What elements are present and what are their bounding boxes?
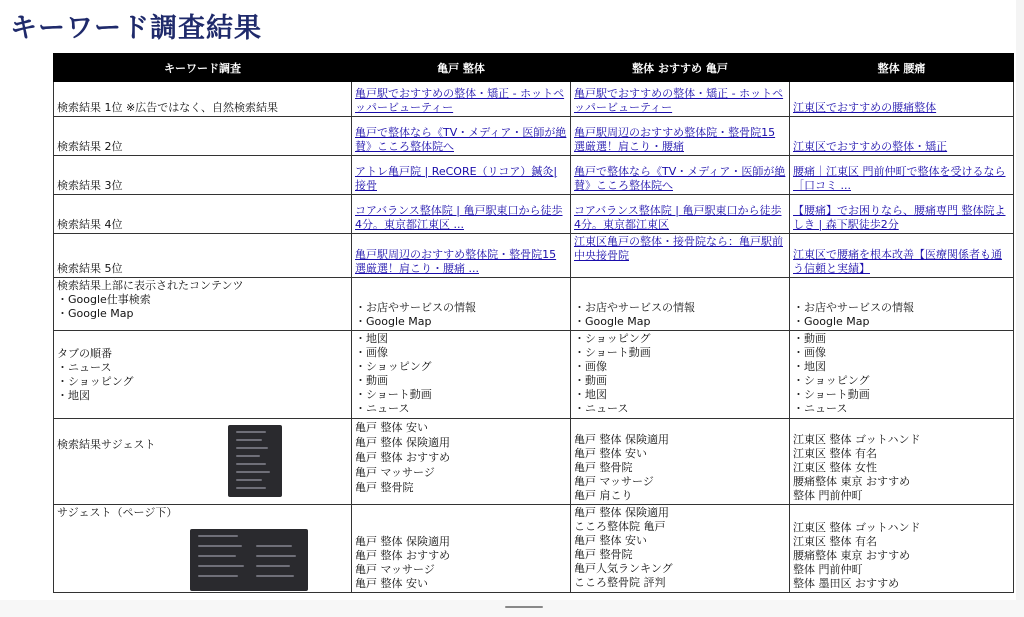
suggest-item: 江東区 整体 有名: [793, 535, 877, 548]
table-cell: [352, 82, 571, 117]
table-header-row: [54, 54, 1014, 82]
result-link[interactable]: 亀戸駅周辺のおすすめ整体院・整骨院15選厳選！肩こり・腰痛 ...: [355, 248, 557, 275]
suggest-item: 腰痛整体 東京 おすすめ: [793, 549, 911, 562]
header-seitai-osusume-kameido: 整体 おすすめ 亀戸: [571, 54, 790, 82]
suggest-item: こころ整体院 亀戸: [574, 520, 666, 533]
list-item: ・動画: [793, 332, 826, 345]
list-item: ・Google Map: [793, 315, 870, 328]
row-label-line: ・地図: [57, 388, 90, 402]
row-label: [54, 331, 352, 419]
suggest-item: 亀戸 整体 安い: [355, 577, 428, 590]
suggest-item: 亀戸 整骨院: [574, 461, 633, 474]
suggest-item: 亀戸 整体 おすすめ: [355, 451, 451, 464]
row-label-line: ・ショッピング: [57, 374, 134, 388]
list-item: ・画像: [793, 346, 826, 359]
row-label: [54, 278, 352, 331]
row-label-text: 検索結果サジェスト: [57, 438, 156, 451]
suggest-item: 整体 墨田区 おすすめ: [793, 577, 900, 590]
row-label: 検索結果 4位: [54, 195, 352, 234]
header-keyword-survey: キーワード調査: [54, 54, 352, 82]
table-row: [54, 82, 1014, 117]
page-suggest-screenshot-thumbnail: [190, 529, 308, 591]
suggest-item: 亀戸 整骨院: [574, 548, 633, 561]
table-cell: [352, 195, 571, 234]
list-item: ・ショッピング: [574, 332, 651, 345]
suggest-item: 亀戸 整体 安い: [355, 421, 428, 434]
table-cell: [571, 419, 790, 505]
home-indicator[interactable]: [505, 606, 543, 608]
suggest-item: 亀戸 肩こり: [574, 489, 633, 502]
table-cell: [790, 117, 1014, 156]
result-link[interactable]: 亀戸駅でおすすめの整体・矯正 - ホットペッパービューティー: [355, 87, 565, 114]
row-label: 検索結果 2位: [54, 117, 352, 156]
list-item: ・動画: [355, 374, 388, 387]
result-link[interactable]: 江東区でおすすめの腰痛整体: [793, 101, 937, 114]
row-label-line: ・Google Map: [57, 307, 134, 320]
list-item: ・ショート動画: [574, 346, 651, 359]
suggest-item: 亀戸 整体 保険適用: [355, 535, 450, 548]
row-label: [54, 505, 352, 593]
suggest-item: 江東区 整体 ゴットハンド: [793, 521, 921, 534]
table-cell: [790, 331, 1014, 419]
suggest-item: 亀戸 整体 安い: [574, 534, 647, 547]
table-cell: [790, 195, 1014, 234]
table-cell: [571, 278, 790, 331]
result-link[interactable]: 江東区で腰痛を根本改善【医療関係者も通う信頼と実績】: [793, 248, 1002, 275]
list-item: ・ショッピング: [793, 374, 870, 387]
bottom-bar: [0, 600, 1024, 617]
keyword-table: [53, 53, 1014, 593]
table-cell: [352, 117, 571, 156]
table-cell: [352, 234, 571, 278]
page-title: キーワード調査結果: [10, 13, 262, 44]
suggest-item: 亀戸 整体 保険適用: [355, 436, 450, 449]
suggest-item: 江東区 整体 ゴットハンド: [793, 433, 921, 446]
list-item: ・お店やサービスの情報: [793, 301, 914, 314]
table-row: [54, 156, 1014, 195]
suggest-item: 亀戸 整体 保険適用: [574, 506, 669, 519]
suggest-screenshot-thumbnail: [228, 425, 282, 497]
table-row-page-suggest: [54, 505, 1014, 593]
list-item: ・ニュース: [793, 402, 848, 415]
list-item: ・ニュース: [574, 402, 629, 415]
suggest-item: 整体 門前仲町: [793, 563, 863, 576]
table-cell: [352, 331, 571, 419]
suggest-item: 亀戸 整体 おすすめ: [355, 549, 451, 562]
list-item: ・Google Map: [574, 315, 651, 328]
result-link[interactable]: 亀戸で整体なら《TV・メディア・医師が絶賛》こころ整体院へ: [355, 126, 567, 153]
result-link[interactable]: 亀戸駅でおすすめの整体・矯正 - ホットペッパービューティー: [574, 87, 784, 114]
suggest-item: 江東区 整体 有名: [793, 447, 877, 460]
result-link[interactable]: 亀戸駅周辺のおすすめ整体院・整骨院15選厳選！肩こり・腰痛: [574, 126, 776, 153]
table-row: [54, 195, 1014, 234]
table-row: [54, 117, 1014, 156]
table-cell: [352, 505, 571, 593]
list-item: ・画像: [574, 360, 607, 373]
row-label-line: ・ニュース: [57, 360, 112, 374]
list-item: ・ショート動画: [793, 388, 870, 401]
list-item: ・地図: [793, 360, 826, 373]
list-item: ・ショート動画: [355, 388, 432, 401]
row-label-line: タブの順番: [57, 346, 112, 360]
suggest-item: こころ整骨院 評判: [574, 576, 666, 589]
table-cell: [790, 234, 1014, 278]
header-seitai-youtsuu: 整体 腰痛: [790, 54, 1014, 82]
list-item: ・Google Map: [355, 315, 432, 328]
suggest-item: 亀戸 マッサージ: [355, 563, 435, 576]
table-cell: [790, 82, 1014, 117]
table-cell: [571, 156, 790, 195]
row-label-text: サジェスト（ページ下）: [57, 506, 178, 519]
list-item: ・ショッピング: [355, 360, 432, 373]
list-item: ・画像: [355, 346, 388, 359]
result-link[interactable]: アトレ亀戸院 | ReCORE（リコア）鍼灸|接骨: [355, 165, 558, 192]
table-row-content: [54, 278, 1014, 331]
table-cell: [790, 505, 1014, 593]
list-item: ・ニュース: [355, 402, 410, 415]
row-label: 検索結果 5位: [54, 234, 352, 278]
table-cell: [571, 195, 790, 234]
suggest-item: 亀戸 整体 保険適用: [574, 433, 669, 446]
table-cell: [790, 156, 1014, 195]
list-item: ・お店やサービスの情報: [355, 301, 476, 314]
list-item: ・動画: [574, 374, 607, 387]
table-cell: [571, 331, 790, 419]
scrollbar-track[interactable]: [1016, 0, 1024, 600]
suggest-item: 亀戸 整体 安い: [574, 447, 647, 460]
table-row: [54, 234, 1014, 278]
table-cell: [571, 82, 790, 117]
result-link[interactable]: 腰痛｜江東区 門前仲町で整体を受けるなら［口コミ ...: [793, 165, 1006, 192]
suggest-item: 亀戸 マッサージ: [355, 466, 435, 479]
row-label-line: 検索結果上部に表示されたコンテンツ: [57, 279, 244, 292]
suggest-item: 亀戸 整骨院: [355, 481, 414, 494]
result-link[interactable]: 【腰痛】でお困りなら、腰痛専門 整体院よしき | 森下駅徒歩2分: [793, 204, 1006, 231]
list-item: ・お店やサービスの情報: [574, 301, 695, 314]
header-kameido-seitai: 亀戸 整体: [352, 54, 571, 82]
table-cell: [790, 419, 1014, 505]
row-label: 検索結果 3位: [54, 156, 352, 195]
result-link[interactable]: 江東区亀戸の整体・接骨院なら：亀戸駅前中央接骨院: [574, 235, 783, 262]
table-cell: [352, 419, 571, 505]
result-link[interactable]: コアバランス整体院 | 亀戸駅東口から徒歩4分。東京都江東区: [574, 204, 782, 231]
suggest-item: 整体 門前仲町: [793, 489, 863, 502]
suggest-item: 江東区 整体 女性: [793, 461, 877, 474]
row-label-line: ・Google仕事検索: [57, 293, 151, 306]
row-label: [54, 419, 352, 505]
result-link[interactable]: 江東区でおすすめの整体・矯正: [793, 140, 948, 153]
list-item: ・地図: [355, 332, 388, 345]
table-row-suggest: [54, 419, 1014, 505]
result-link[interactable]: コアバランス整体院 | 亀戸駅東口から徒歩4分。東京都江東区 ...: [355, 204, 563, 231]
row-label: 検索結果 1位 ※広告ではなく、自然検索結果: [54, 82, 352, 117]
table-cell: [571, 505, 790, 593]
table-cell: [790, 278, 1014, 331]
table-cell: [571, 117, 790, 156]
table-cell: [571, 234, 790, 278]
table-row-tabs: [54, 331, 1014, 419]
table-cell: [352, 278, 571, 331]
table-cell: [352, 156, 571, 195]
result-link[interactable]: 亀戸で整体なら《TV・メディア・医師が絶賛》こころ整体院へ: [574, 165, 786, 192]
list-item: ・地図: [574, 388, 607, 401]
suggest-item: 亀戸人気ランキング: [574, 562, 673, 575]
suggest-item: 腰痛整体 東京 おすすめ: [793, 475, 911, 488]
keyword-table-container: [53, 53, 1013, 593]
suggest-item: 亀戸 マッサージ: [574, 475, 654, 488]
